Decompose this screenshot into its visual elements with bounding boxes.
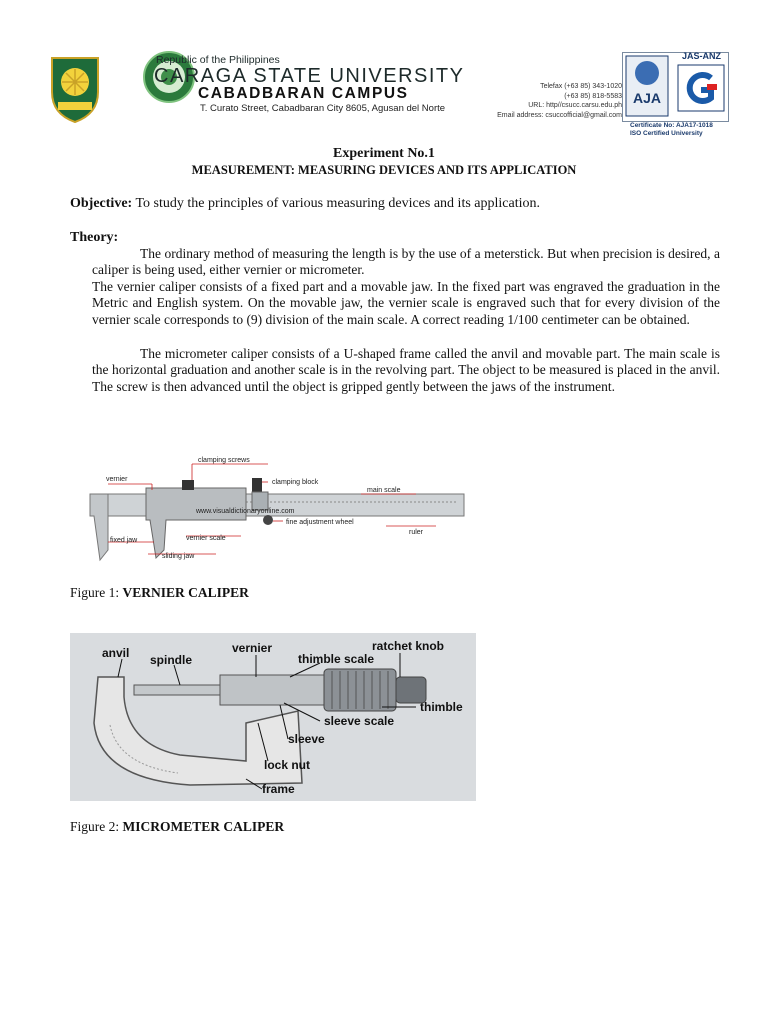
jas-anz-text: JAS-ANZ	[682, 51, 722, 61]
theory-paragraph-1: The ordinary method of measuring the length is by the use of a meterstick. But when precision is desired, a caliper is being used, either vernier or micrometer.	[92, 246, 720, 278]
university-name: CARAGA STATE UNIVERSITY	[154, 65, 465, 87]
label-vernier-scale: vernier scale	[186, 535, 226, 542]
label-thimble: thimble	[420, 700, 463, 714]
label-sleeve: sleeve	[288, 732, 325, 746]
label-clamping-screws: clamping screws	[198, 457, 250, 464]
label-clamping-block: clamping block	[272, 479, 319, 486]
objective-text: To study the principles of various measuring devices and its application.	[132, 196, 540, 211]
telefax: Telefax (+63 85) 343-1020	[540, 83, 622, 90]
phone: (+63 85) 818-5583	[564, 92, 622, 100]
contact-block	[497, 82, 622, 120]
email: Email address: csuccofficial@gmail.com	[497, 111, 622, 119]
label-frame: frame	[262, 782, 295, 796]
label-anvil: anvil	[102, 646, 130, 660]
label-fixed-jaw: fixed jaw	[110, 537, 138, 544]
label-main-scale: main scale	[367, 487, 401, 494]
figure1-caption	[70, 585, 249, 601]
campus-address: T. Curato Street, Cabadbaran City 8605, Agusan del Norte	[200, 103, 446, 114]
label-sliding-jaw: sliding jaw	[162, 553, 195, 560]
label-watermark: www.visualdictionaryonline.com	[196, 508, 295, 515]
certificate-number: Certificate No: AJA17-1018	[630, 122, 713, 129]
objective-label: Objective:	[70, 196, 133, 211]
label-ruler: ruler	[409, 529, 424, 536]
theory-paragraph-3: The micrometer caliper consists of a U-shaped frame called the anvil and movable part. The main scale is the horizontal graduation and another scale is in the revolving part. The object to be measured is placed in the anvil. The screw is then advanced until the object is gripped gently between the jaws of the instrument.	[92, 346, 720, 394]
university-header	[44, 48, 465, 130]
figure2-caption-title: MICROMETER CALIPER	[122, 819, 285, 834]
micrometer-caliper-figure	[70, 633, 476, 801]
vernier-caliper-figure	[86, 450, 468, 568]
aja-text: AJA	[632, 90, 662, 106]
objective	[70, 196, 540, 212]
csu-seal-logo	[48, 52, 102, 124]
republic-text: Republic of the Philippines	[156, 54, 280, 66]
figure2-caption	[70, 819, 284, 835]
experiment-title: Experiment No.1	[333, 146, 435, 161]
theory-paragraph-2: The vernier caliper consists of a fixed part and a movable jaw. In the fixed part was engraved the graduation in the Metric and English system. On the movable jaw, the vernier scale is engraved such that for every division of the vernier scale corresponds to (9) division of the main scale. A correct reading 1/100 centimeter can be obtained.	[92, 279, 720, 327]
url: URL: http//csucc.carsu.edu.ph	[528, 102, 622, 109]
label-spindle: spindle	[150, 653, 193, 667]
experiment-subtitle: MEASUREMENT: MEASURING DEVICES AND ITS APPLICATION	[191, 163, 577, 177]
campus-name: CABADBARAN CAMPUS	[198, 85, 409, 102]
label-vernier: vernier	[106, 476, 128, 483]
jas-anz-logo	[677, 64, 725, 112]
label-fine-adjustment: fine adjustment wheel	[286, 519, 354, 526]
label-sleeve-scale: sleeve scale	[324, 714, 395, 728]
theory-heading: Theory:	[70, 230, 119, 245]
figure1-caption-title: VERNIER CALIPER	[122, 585, 249, 600]
iso-text: ISO Certified University	[630, 130, 703, 137]
aja-logo	[625, 55, 669, 117]
label-thimble-scale: thimble scale	[298, 652, 375, 666]
certification-badge	[622, 52, 730, 138]
figure2-caption-prefix: Figure 2:	[70, 819, 123, 834]
label-vernier: vernier	[232, 641, 273, 655]
label-lock-nut: lock nut	[264, 758, 311, 772]
label-ratchet-knob: ratchet knob	[372, 639, 445, 653]
figure1-caption-prefix: Figure 1:	[70, 585, 123, 600]
